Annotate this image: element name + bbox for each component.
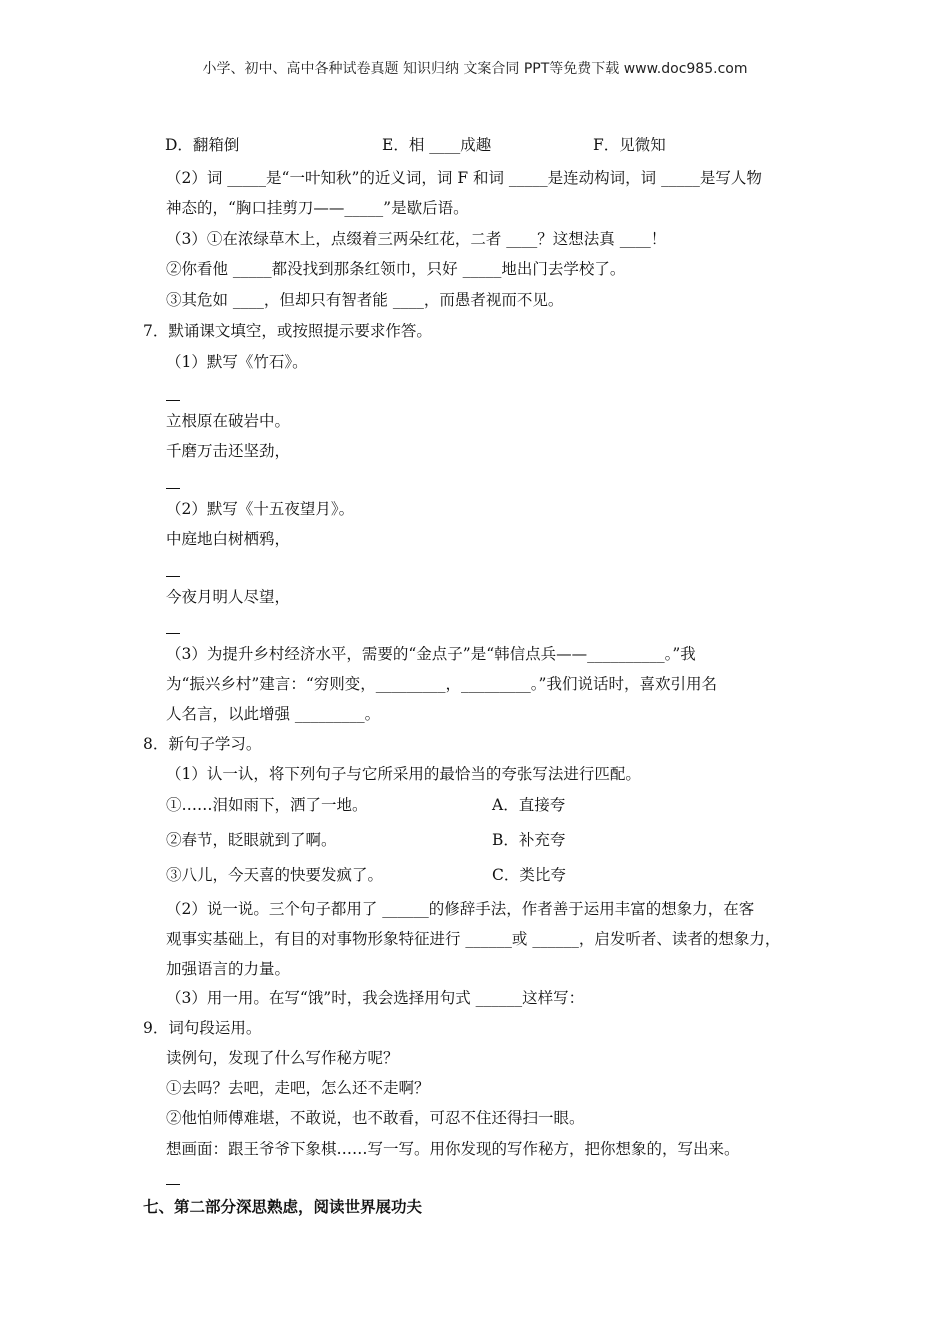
q6-3-line3: ③其危如 ____，但却只有智者能 ____，而愚者视而不见。 [166, 291, 564, 309]
option-e: E．相 ____成趣 [382, 136, 492, 154]
answer-blank [166, 1184, 180, 1185]
option-d: D．翻箱倒 [165, 136, 240, 154]
answer-blank [166, 488, 180, 489]
q6-3-line2: ②你看他 _____都没找到那条红领巾，只好 _____地出门去学校了。 [166, 260, 626, 278]
q9-example-1: ①去吗？去吧，走吧，怎么还不走啊？ [166, 1079, 430, 1097]
q9-title: 9．词句段运用。 [143, 1019, 262, 1037]
answer-blank [166, 400, 180, 401]
q7-2-line-b: 今夜月明人尽望， [166, 588, 291, 606]
q8-choice-b: B．补充夸 [492, 831, 566, 849]
q7-1-line-b: 千磨万击还坚劲， [166, 442, 291, 460]
q8-1-prompt: （1）认一认，将下列句子与它所采用的最恰当的夸张写法进行匹配。 [166, 765, 641, 783]
q8-sentence-1: ①……泪如雨下，洒了一地。 [166, 796, 368, 814]
q6-3-line1: （3）①在浓绿草木上，点缀着三两朵红花，二者 ____？这想法真 ____！ [166, 230, 667, 248]
q7-1-line-a: 立根原在破岩中。 [166, 412, 291, 430]
q7-3-line2: 为“振兴乡村”建言：“穷则变，_________，_________。”我们说话时，喜欢引用名 [166, 675, 717, 693]
q6-2-line1: （2）词 _____是“一叶知秋”的近义词，词 F 和词 _____是连动构词，词 _____是写人物 [166, 169, 762, 187]
q7-2-line-a: 中庭地白树栖鸦， [166, 530, 291, 548]
q8-title: 8．新句子学习。 [143, 735, 262, 753]
q8-sentence-3: ③八儿，今天喜的快要发疯了。 [166, 866, 384, 884]
page-header: 小学、初中、高中各种试卷真题 知识归纳 文案合同 PPT等免费下载 www.doc985.com [202, 61, 748, 77]
q7-3-line1: （3）为提升乡村经济水平，需要的“金点子”是“韩信点兵——__________。”我 [166, 645, 696, 663]
q8-2-line1: （2）说一说。三个句子都用了 ______的修辞手法，作者善于运用丰富的想象力，在客 [166, 900, 755, 918]
answer-blank [166, 633, 180, 634]
q7-title: 7．默诵课文填空，或按照提示要求作答。 [143, 322, 432, 340]
q8-choice-c: C．类比夸 [492, 866, 566, 884]
q9-task: 想画面：跟王爷爷下象棋……写一写。用你发现的写作秘方，把你想象的，写出来。 [166, 1140, 740, 1158]
answer-blank [166, 576, 180, 577]
q7-1-prompt: （1）默写《竹石》。 [166, 353, 308, 371]
q7-3-line3: 人名言，以此增强 _________。 [166, 705, 381, 723]
q8-sentence-2: ②春节，眨眼就到了啊。 [166, 831, 337, 849]
q9-example-2: ②他怕师傅难堪，不敢说，也不敢看，可忍不住还得扫一眼。 [166, 1109, 585, 1127]
option-f: F．见微知 [593, 136, 666, 154]
q7-2-prompt: （2）默写《十五夜望月》。 [166, 500, 355, 518]
q8-2-line2: 观事实基础上，有目的对事物形象特征进行 ______或 ______，启发听者、读者的想象力， [166, 930, 781, 948]
q8-choice-a: A．直接夸 [492, 796, 566, 814]
section-heading: 七、第二部分深思熟虑，阅读世界展功夫 [143, 1198, 423, 1216]
q8-2-line3: 加强语言的力量。 [166, 960, 291, 978]
q6-2-line2: 神态的，“胸口挂剪刀——_____”是歇后语。 [166, 199, 469, 217]
q9-intro: 读例句，发现了什么写作秘方呢？ [166, 1049, 399, 1067]
q8-3-prompt: （3）用一用。在写“饿”时，我会选择用句式 ______这样写： [166, 989, 585, 1007]
